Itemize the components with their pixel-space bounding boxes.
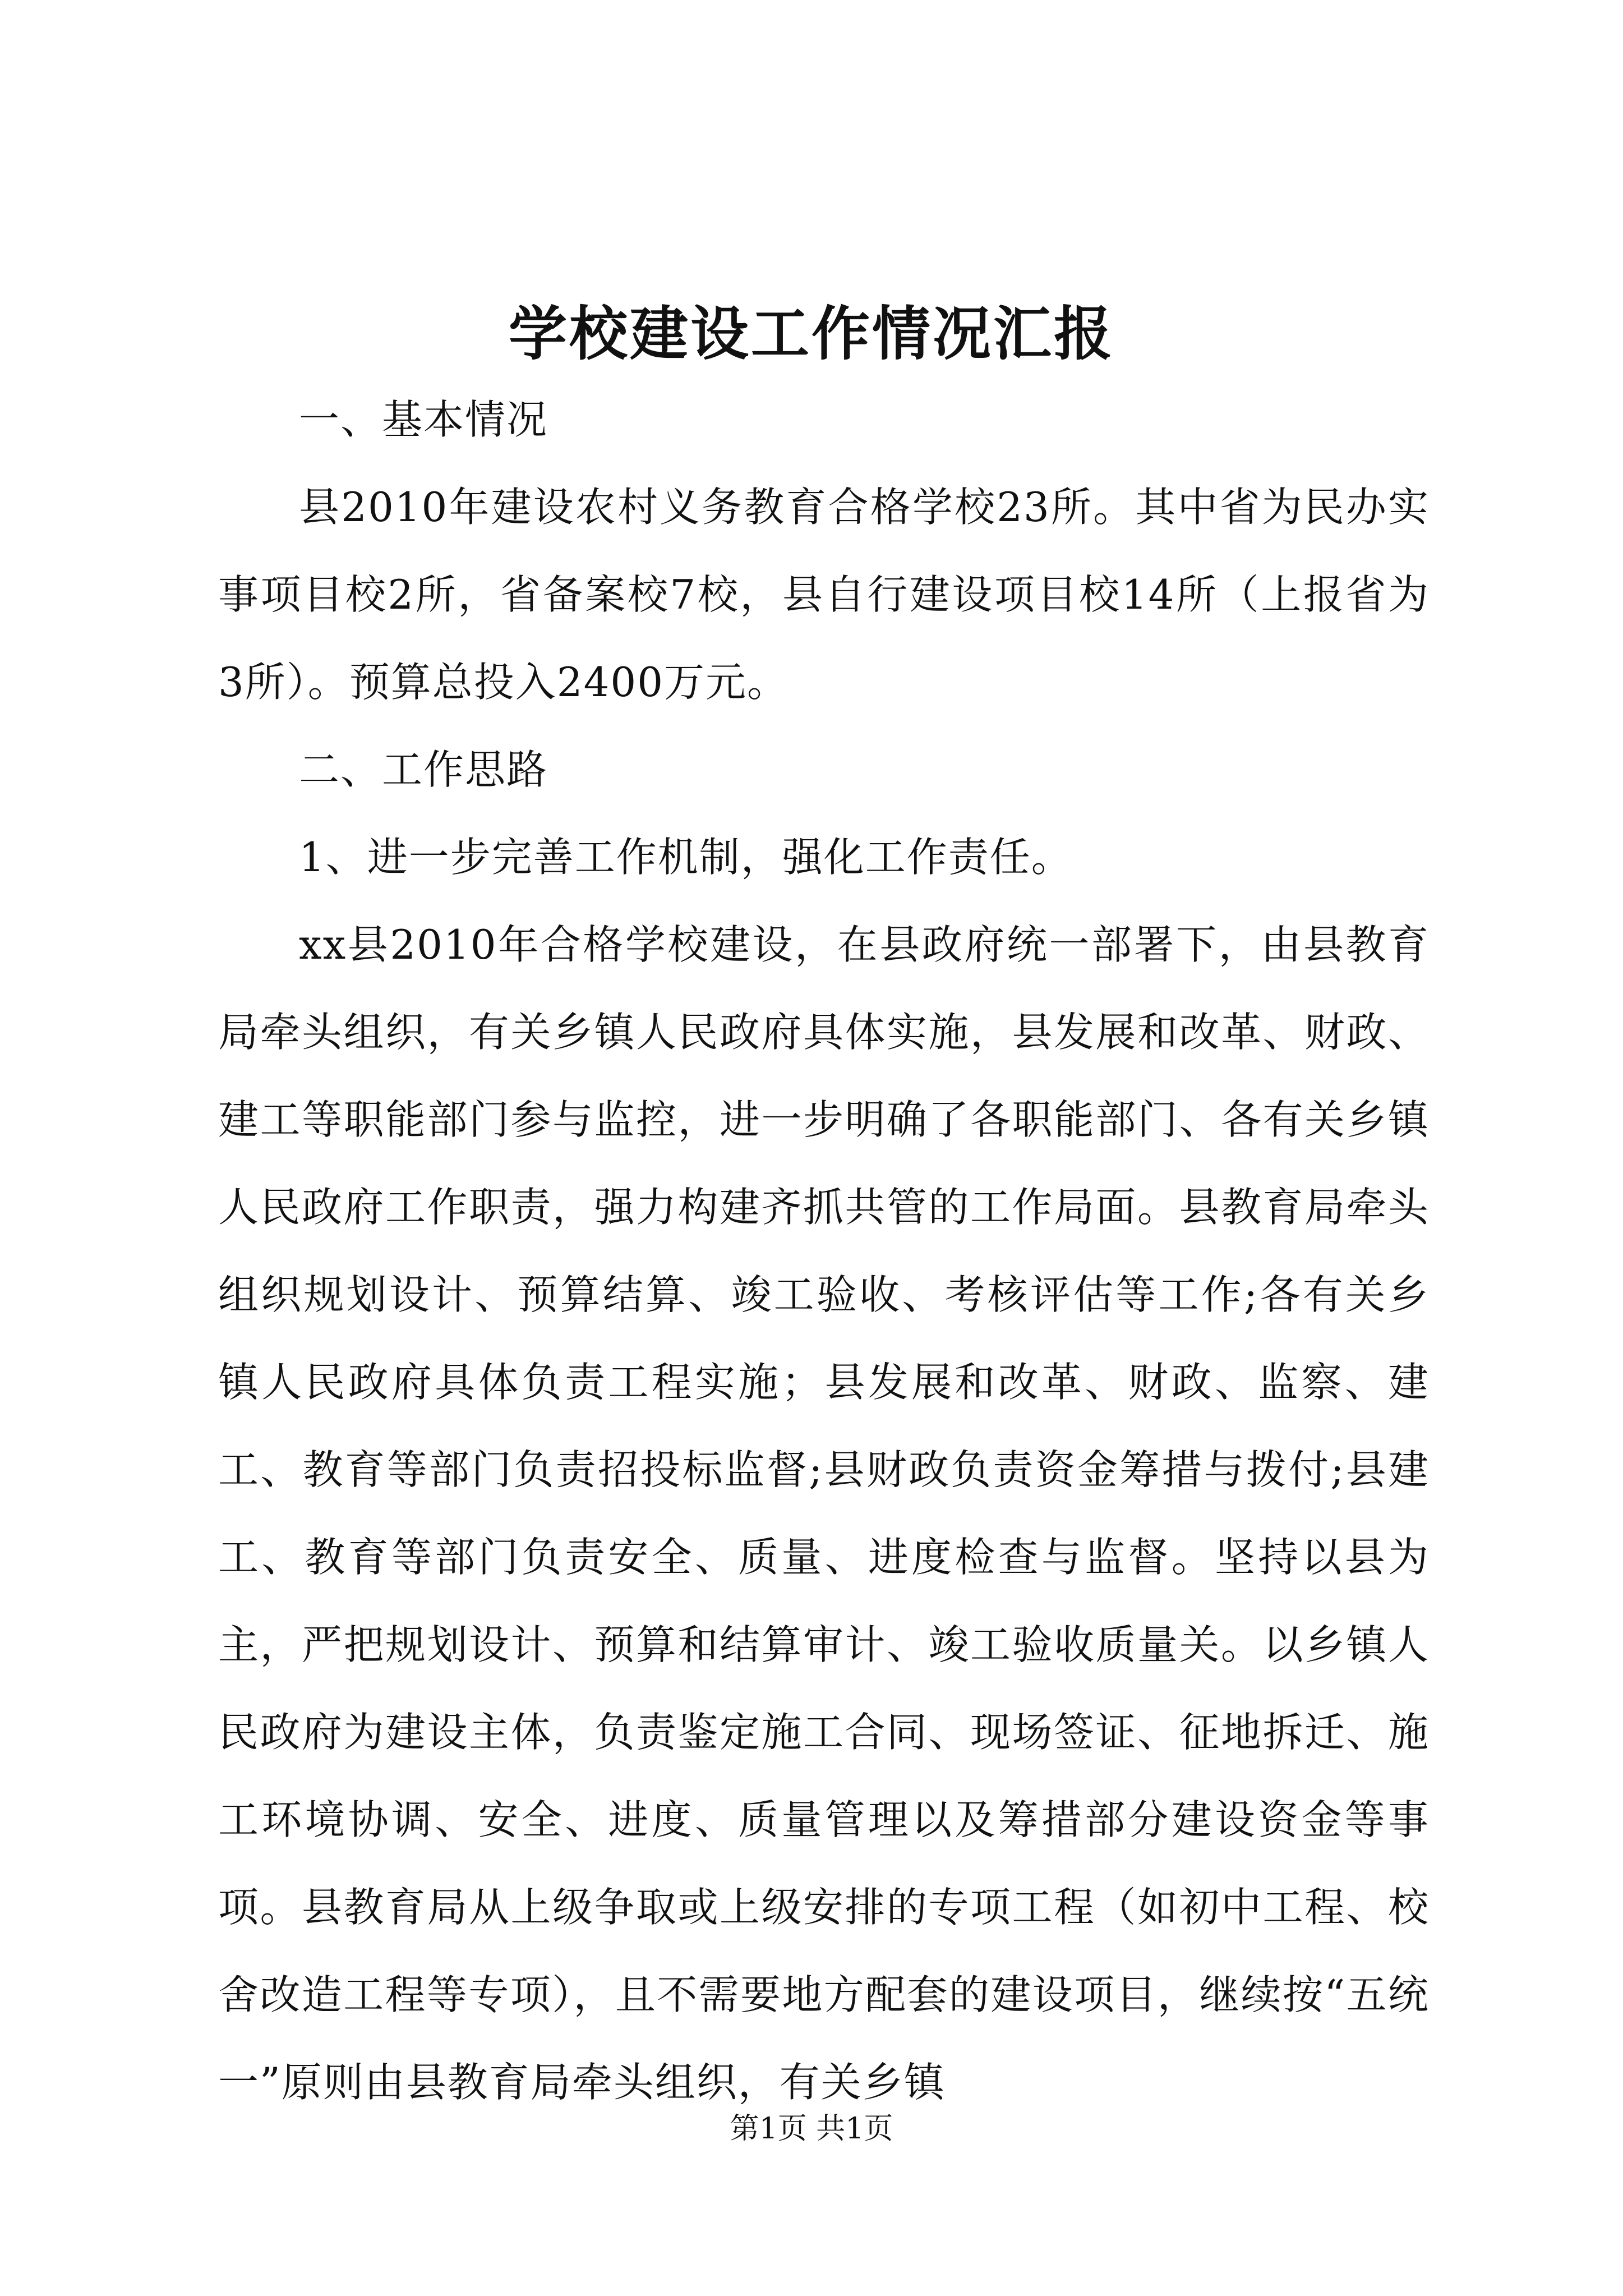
section-heading-basic: 一、基本情况 xyxy=(299,396,548,443)
paragraph-mechanism-details: xx县2010年合格学校建设，在县政府统一部署下，由县教育局牵头组织，有关乡镇人民政府具体实施，县发展和改革、财政、建工等职能部门参与监控，进一步明确了各职能部门、各有关乡镇人民政府工作职责，强力构建齐抓共管的工作局面。县教育局牵头组织规划设计、预算结算、竣工验收、考核评估等工作;各有关乡镇人民政府具体负责工程实施；县发展和改革、财政、监察、建工、教育等部门负责招投标监督;县财政负责资金筹措与拨付;县建工、教育等部门负责安全、质量、进度检查与监督。坚持以县为主，严把规划设计、预算和结算审计、竣工验收质量关。以乡镇人民政府为建设主体，负责鉴定施工合同、现场签证、征地拆迁、施工环境协调、安全、进度、质量管理以及筹措部分建设资金等事项。县教育局从上级争取或上级安排的专项工程（如初中工程、校舍改造工程等专项），且不需要地方配套的建设项目，继续按“五统一”原则由县教育局牵头组织，有关乡镇 xyxy=(218,921,1430,2106)
subheading-mechanism: 1、进一步完善工作机制，强化工作责任。 xyxy=(299,834,1073,881)
section-heading-approach: 二、工作思路 xyxy=(299,746,548,793)
document-body xyxy=(218,376,1430,2126)
page-footer: 第1页 共1页 xyxy=(730,2112,893,2146)
page-title: 学校建设工作情况汇报 xyxy=(508,299,1114,368)
paragraph-basic-situation: 县2010年建设农村义务教育合格学校23所。其中省为民办实事项目校2所，省备案校7校，县自行建设项目校14所（上报省为3所）。预算总投入2400万元。 xyxy=(218,484,1430,706)
